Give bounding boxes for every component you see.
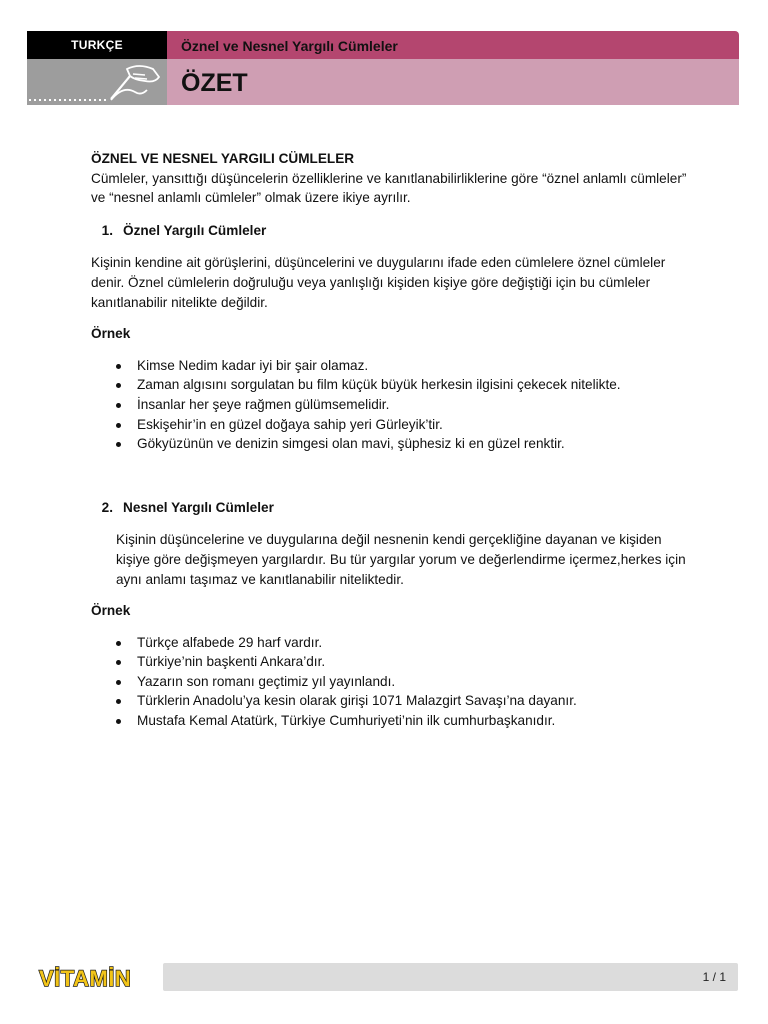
list-item: Yazarın son romanı geçtimiz yıl yayınlandı.: [91, 672, 691, 692]
section-1-example-label: Örnek: [91, 326, 131, 342]
section-2-number: 2.: [101, 499, 113, 515]
section-1-number: 1.: [101, 222, 113, 238]
topic-bar: [167, 31, 739, 59]
list-item: Kimse Nedim kadar iyi bir şair olamaz.: [91, 356, 691, 376]
writing-hand-icon-box: [27, 59, 167, 105]
list-item: Türkçe alfabede 29 harf vardır.: [91, 633, 691, 653]
list-item: Zaman algısını sorgulatan bu film küçük büyük herkesin ilgisini çekecek nitelikte.: [91, 375, 691, 395]
list-item: Türklerin Anadolu’ya kesin olarak girişi 1071 Malazgirt Savaşı’na dayanır.: [91, 691, 691, 711]
logo-text: VİTAMİN: [39, 966, 132, 991]
section-2-text: Kişinin düşüncelerine ve duygularına değil nesnenin kendi gerçekliğine dayanan ve kişiden kişiye göre değişmeyen yargılardır. Bu tür yargılar yorum ve değerlendirme içermez,herkes için aynı anlamı taşımaz ve kanıtlanabilir niteliktedir.: [116, 532, 686, 587]
section-1-example-list: [91, 356, 691, 454]
page-title: ÖZET: [181, 69, 248, 97]
section-2-title-text: Nesnel Yargılı Cümleler: [123, 499, 274, 515]
section-2-example-list: [91, 633, 691, 731]
section-1-text: Kişinin kendine ait görüşlerini, düşüncelerini ve duygularını ifade eden cümlelere öznel cümleler denir. Öznel cümlelerin doğruluğu veya yanlışlığı kişiden kişiye göre değiştiği için bu cümleler kanıtlanabilir nitelikte değildir.: [91, 255, 666, 310]
list-item: İnsanlar her şeye rağmen gülümsemelidir.: [91, 395, 691, 415]
page-number: 1 / 1: [702, 970, 726, 984]
list-item: Gökyüzünün ve denizin simgesi olan mavi, şüphesiz ki en güzel renktir.: [91, 434, 691, 454]
document-body: [91, 149, 691, 731]
subject-label: TURKÇE: [27, 31, 167, 59]
list-item: Eskişehir’in en güzel doğaya sahip yeri Gürleyik’tir.: [91, 415, 691, 435]
vitamin-logo: [37, 962, 147, 992]
section-2-example-label: Örnek: [91, 603, 131, 619]
footer-bar: [163, 963, 738, 991]
section-2-title: [91, 498, 691, 518]
topic-title: Öznel ve Nesnel Yargılı Cümleler: [181, 38, 398, 54]
title-box: [167, 59, 739, 105]
list-item: Türkiye’nin başkenti Ankara’dır.: [91, 652, 691, 672]
writing-hand-icon: [27, 59, 167, 105]
section-1-title: [91, 221, 691, 241]
intro-heading: ÖZNEL VE NESNEL YARGILI CÜMLELER: [91, 151, 355, 166]
list-item: Mustafa Kemal Atatürk, Türkiye Cumhuriyeti’nin ilk cumhurbaşkanıdır.: [91, 711, 691, 731]
intro-text: Cümleler, yansıttığı düşüncelerin özelliklerine ve kanıtlanabilirliklerine göre “öznel anlamlı cümleler” ve “nesnel anlamlı cümleler” olmak üzere ikiye ayrılır.: [91, 170, 687, 206]
section-1-title-text: Öznel Yargılı Cümleler: [123, 222, 267, 238]
